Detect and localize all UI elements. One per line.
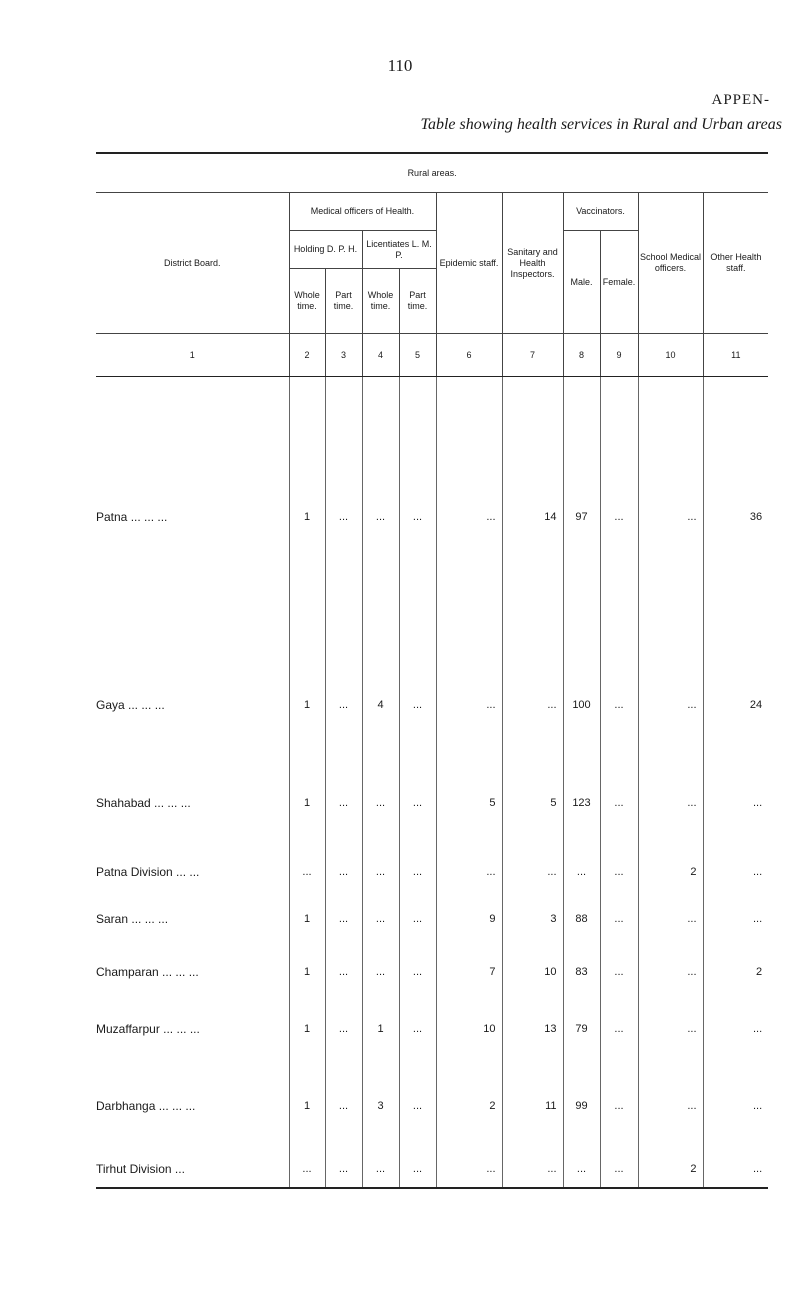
cell: ...	[399, 1061, 436, 1151]
cell: ...	[563, 853, 600, 891]
cell: ...	[502, 1151, 563, 1187]
table-row	[96, 377, 768, 658]
cell: ...	[325, 657, 362, 753]
table-row	[96, 947, 768, 997]
colnum: 8	[563, 334, 600, 377]
header-holding-whole: Whole time.	[289, 269, 325, 334]
cell: ...	[289, 853, 325, 891]
cell: ...	[362, 853, 399, 891]
appendix-heading: APPEN-	[711, 92, 770, 108]
district-name: Darbhanga ... ... ...	[96, 1099, 196, 1113]
cell: 1	[289, 657, 325, 753]
table-row	[96, 853, 768, 891]
header-licentiates: Licentiates L. M. P.	[362, 231, 436, 269]
cell: 97	[563, 377, 600, 658]
colnum: 5	[399, 334, 436, 377]
cell: 24	[703, 657, 768, 753]
cell: ...	[325, 997, 362, 1061]
cell: ...	[399, 947, 436, 997]
cell: ...	[638, 1061, 703, 1151]
colnum: 6	[436, 334, 502, 377]
colnum: 4	[362, 334, 399, 377]
cell: 11	[502, 1061, 563, 1151]
cell: ...	[600, 891, 638, 947]
table-row	[96, 657, 768, 753]
header-lic-whole: Whole time.	[362, 269, 399, 334]
cell: ...	[325, 853, 362, 891]
table-body	[96, 377, 768, 1188]
cell: ...	[703, 1151, 768, 1187]
district-name: Shahabad ... ... ...	[96, 796, 191, 810]
district-name: Gaya ... ... ...	[96, 698, 165, 712]
colnum: 9	[600, 334, 638, 377]
table-row	[96, 753, 768, 853]
district-name: Patna Division ... ...	[96, 865, 200, 879]
cell: ...	[600, 1061, 638, 1151]
cell: ...	[703, 1061, 768, 1151]
cell: ...	[600, 853, 638, 891]
cell: ...	[362, 947, 399, 997]
page-number: 110	[387, 56, 413, 75]
header-male: Male.	[563, 231, 600, 334]
cell: ...	[600, 997, 638, 1061]
cell: 2	[638, 853, 703, 891]
cell: ...	[399, 1151, 436, 1187]
colnum: 3	[325, 334, 362, 377]
cell: ...	[600, 947, 638, 997]
table-row	[96, 997, 768, 1061]
table-row	[96, 1151, 768, 1187]
cell: 1	[289, 753, 325, 853]
cell: ...	[362, 891, 399, 947]
cell: ...	[362, 753, 399, 853]
cell: ...	[325, 1061, 362, 1151]
cell: ...	[703, 753, 768, 853]
cell: 2	[703, 947, 768, 997]
cell: ...	[638, 891, 703, 947]
cell: ...	[362, 377, 399, 658]
cell: 1	[362, 997, 399, 1061]
cell: 5	[436, 753, 502, 853]
header-epidemic: Epidemic staff.	[436, 193, 502, 334]
cell: ...	[638, 657, 703, 753]
area-header: Rural areas.	[96, 154, 768, 193]
cell: ...	[325, 377, 362, 658]
cell: ...	[399, 997, 436, 1061]
header-vaccinators: Vaccinators.	[563, 193, 638, 231]
colnum: 1	[96, 334, 289, 377]
cell: ...	[399, 377, 436, 658]
column-number-row	[96, 334, 768, 377]
cell: ...	[399, 753, 436, 853]
cell: ...	[600, 753, 638, 853]
header-school: School Medical officers.	[638, 193, 703, 334]
cell: ...	[638, 377, 703, 658]
cell: ...	[436, 1151, 502, 1187]
cell: ...	[436, 853, 502, 891]
cell: ...	[325, 891, 362, 947]
cell: ...	[703, 853, 768, 891]
cell: 1	[289, 947, 325, 997]
cell: ...	[289, 1151, 325, 1187]
cell: ...	[703, 891, 768, 947]
header-holding-part: Part time.	[325, 269, 362, 334]
cell: 1	[289, 997, 325, 1061]
cell: ...	[600, 1151, 638, 1187]
table-header	[96, 154, 768, 377]
cell: 88	[563, 891, 600, 947]
cell: 3	[362, 1061, 399, 1151]
colnum: 10	[638, 334, 703, 377]
cell: 7	[436, 947, 502, 997]
cell: ...	[399, 657, 436, 753]
cell: 123	[563, 753, 600, 853]
header-other: Other Health staff.	[703, 193, 768, 334]
health-services-table	[96, 152, 768, 1189]
table-row	[96, 1061, 768, 1151]
table-caption: Table showing health services in Rural and Urban areas	[420, 116, 782, 133]
header-district: District Board.	[96, 193, 289, 334]
cell: ...	[325, 753, 362, 853]
cell: 5	[502, 753, 563, 853]
cell: 2	[638, 1151, 703, 1187]
cell: ...	[638, 753, 703, 853]
cell: ...	[563, 1151, 600, 1187]
table-grid	[96, 154, 768, 1187]
district-name: Patna ... ... ...	[96, 510, 168, 524]
cell: ...	[600, 377, 638, 658]
cell: 10	[436, 997, 502, 1061]
cell: 13	[502, 997, 563, 1061]
cell: ...	[325, 947, 362, 997]
cell: 1	[289, 377, 325, 658]
cell: 9	[436, 891, 502, 947]
cell: 1	[289, 891, 325, 947]
cell: 2	[436, 1061, 502, 1151]
cell: ...	[325, 1151, 362, 1187]
table-row	[96, 891, 768, 947]
cell: ...	[600, 657, 638, 753]
cell: ...	[399, 891, 436, 947]
header-lic-part: Part time.	[399, 269, 436, 334]
cell: 100	[563, 657, 600, 753]
cell: 14	[502, 377, 563, 658]
cell: ...	[362, 1151, 399, 1187]
cell: 4	[362, 657, 399, 753]
cell: ...	[703, 997, 768, 1061]
district-name: Saran ... ... ...	[96, 912, 169, 926]
cell: 83	[563, 947, 600, 997]
cell: 99	[563, 1061, 600, 1151]
colnum: 11	[703, 334, 768, 377]
cell: ...	[399, 853, 436, 891]
district-name: Muzaffarpur ... ... ...	[96, 1022, 200, 1036]
colnum: 7	[502, 334, 563, 377]
district-name: Tirhut Division ...	[96, 1162, 185, 1176]
cell: ...	[502, 657, 563, 753]
cell: 36	[703, 377, 768, 658]
cell: ...	[436, 377, 502, 658]
cell: ...	[502, 853, 563, 891]
cell: 3	[502, 891, 563, 947]
header-sanitary: Sanitary and Health Inspectors.	[502, 193, 563, 334]
cell: 79	[563, 997, 600, 1061]
colnum: 2	[289, 334, 325, 377]
cell: ...	[638, 997, 703, 1061]
header-moh: Medical officers of Health.	[289, 193, 436, 231]
cell: ...	[436, 657, 502, 753]
cell: ...	[638, 947, 703, 997]
district-name: Champaran ... ... ...	[96, 965, 199, 979]
header-female: Female.	[600, 231, 638, 334]
header-holding: Holding D. P. H.	[289, 231, 362, 269]
cell: 10	[502, 947, 563, 997]
cell: 1	[289, 1061, 325, 1151]
